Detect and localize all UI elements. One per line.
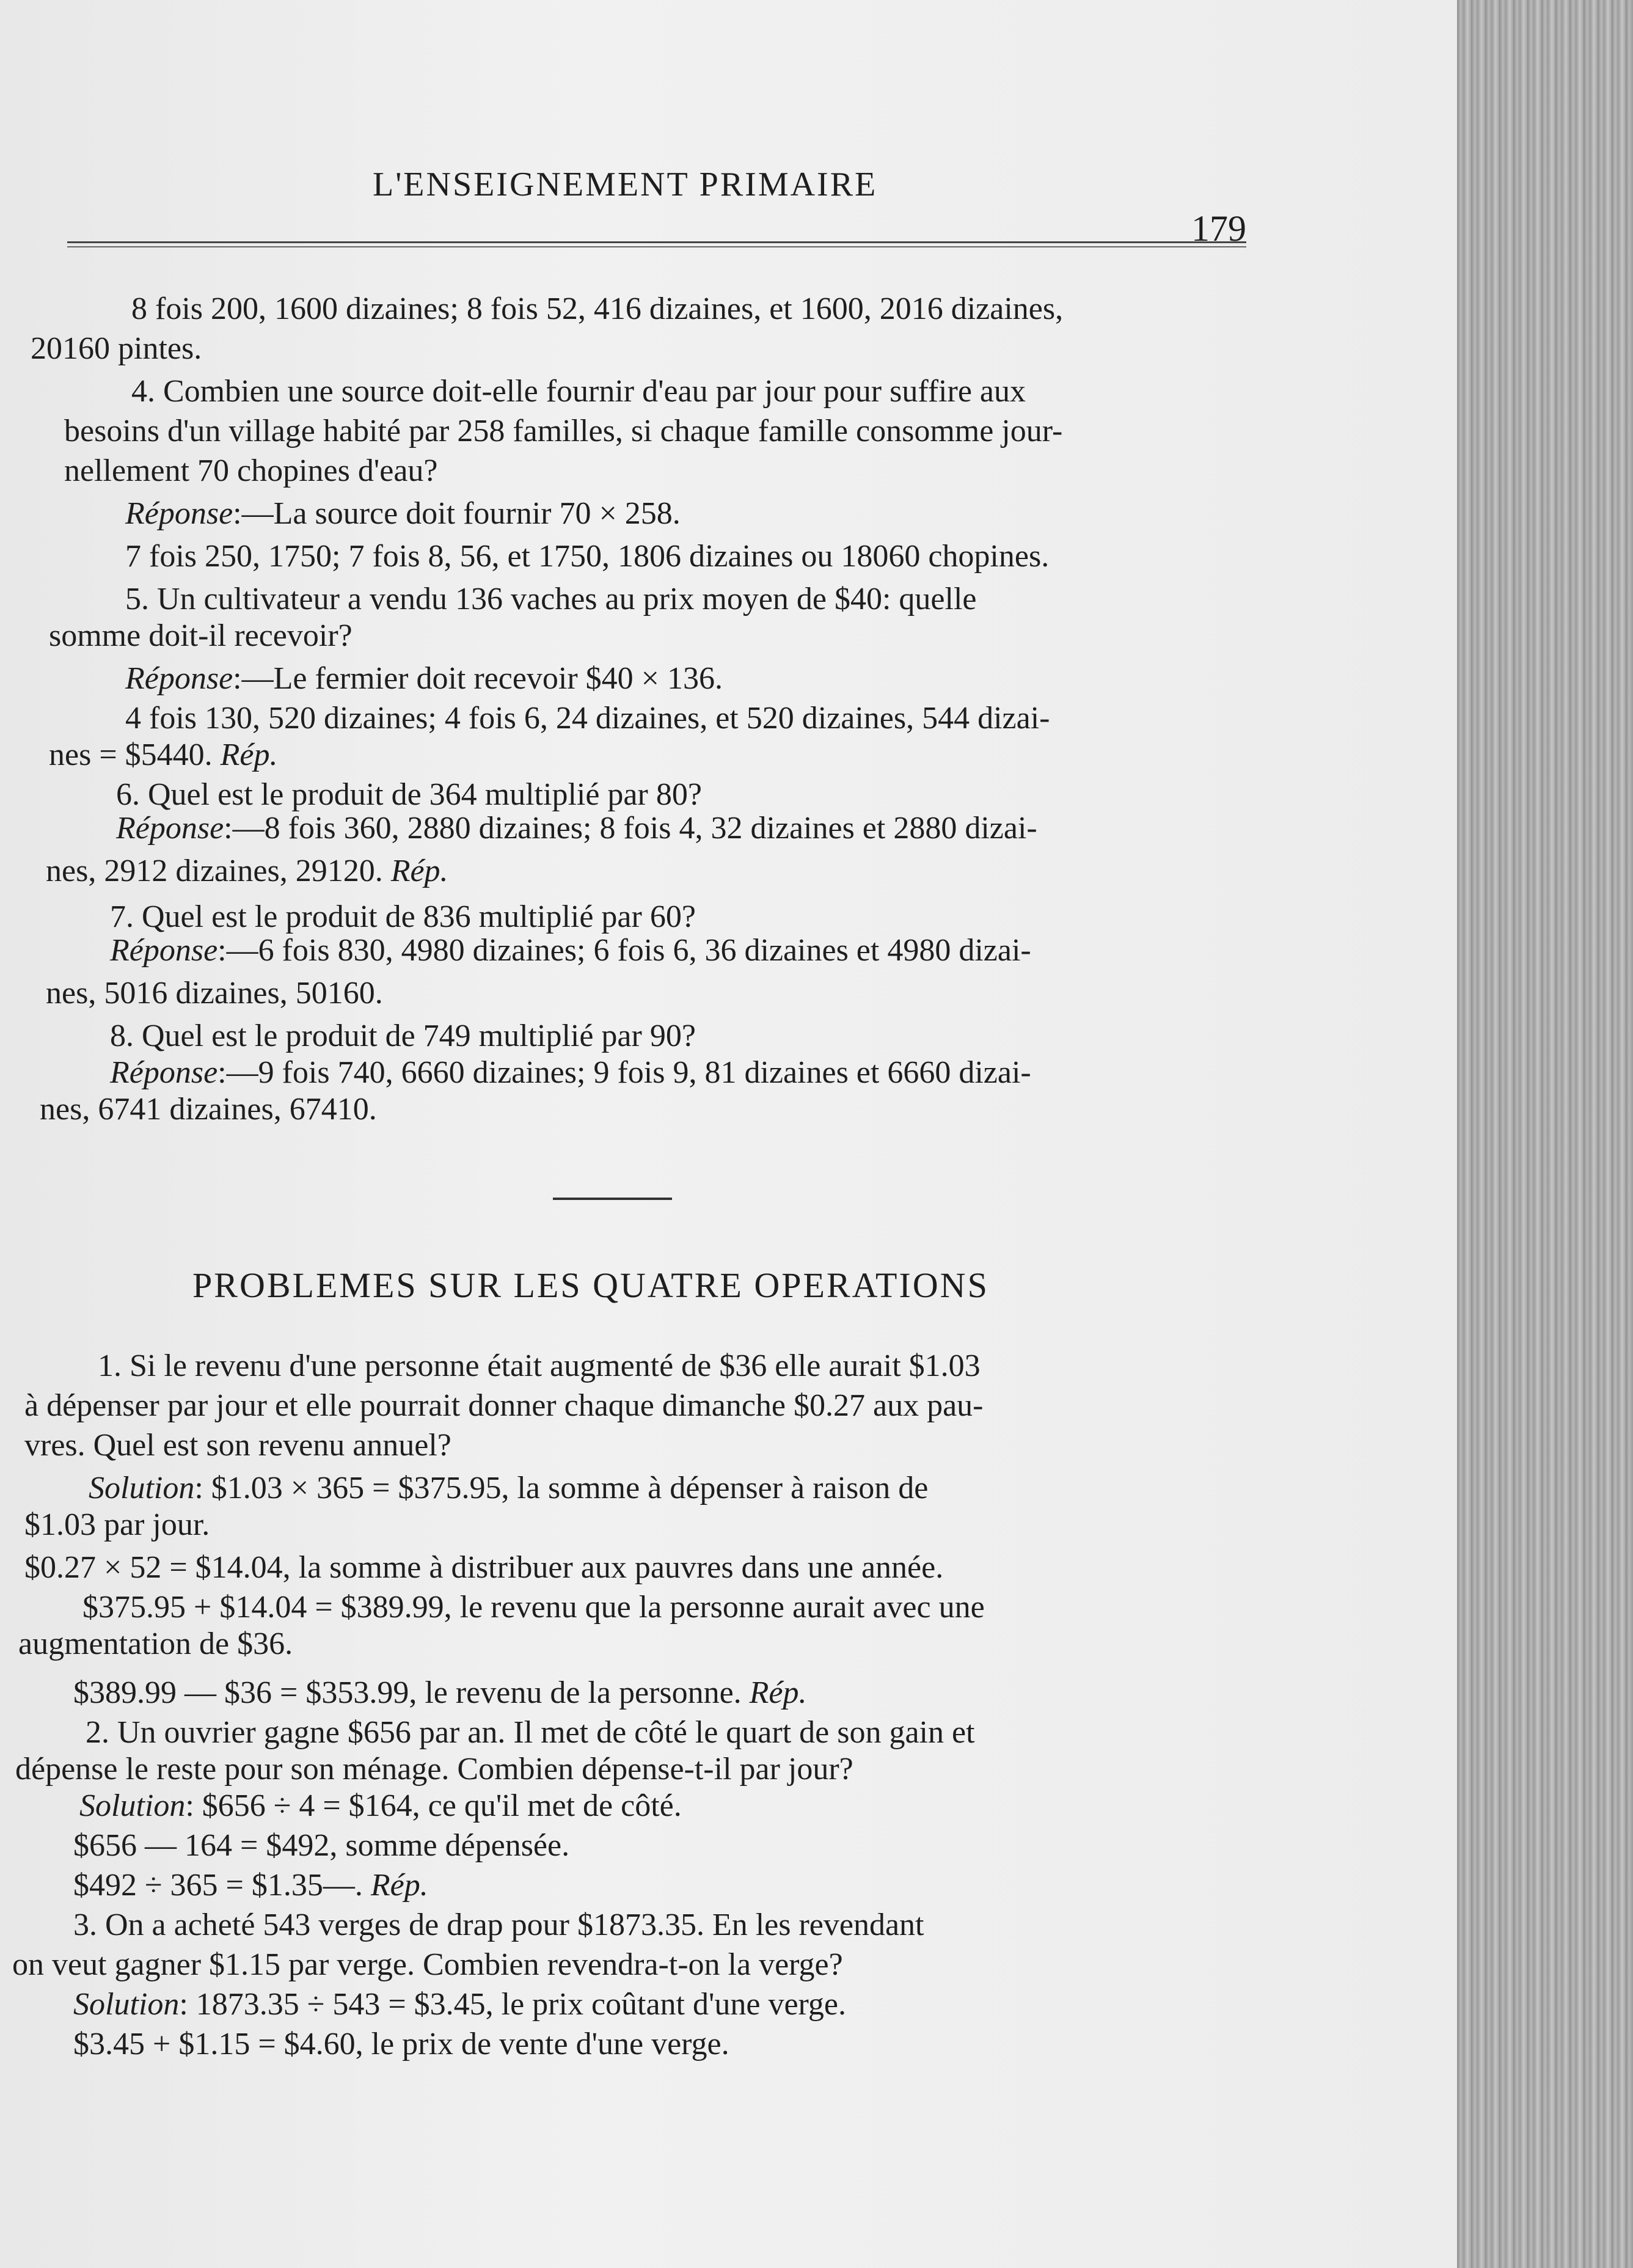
book-edge — [1457, 0, 1633, 2268]
text-line: $1.03 par jour. — [24, 1507, 210, 1542]
page-number: 179 — [1191, 208, 1246, 249]
text-line: 7. Quel est le produit de 836 multiplié par 60? — [110, 899, 696, 934]
text-line: nes = $5440. Rép. — [49, 737, 278, 772]
text-line: vres. Quel est son revenu annuel? — [24, 1428, 451, 1463]
solution-label: Solution — [79, 1788, 186, 1823]
text-line: somme doit-il recevoir? — [49, 618, 353, 653]
answer-line: Réponse:—9 fois 740, 6660 dizaines; 9 fois 9, 81 dizaines et 6660 dizai- — [110, 1055, 1031, 1090]
solution-line: Solution: 1873.35 ÷ 543 = $3.45, le prix coûtant d'une verge. — [73, 1987, 846, 2022]
text-line: 6. Quel est le produit de 364 multiplié par 80? — [116, 777, 702, 812]
text-line: dépense le reste pour son ménage. Combien dépense-t-il par jour? — [15, 1752, 853, 1787]
text-line: nes, 5016 dizaines, 50160. — [46, 976, 383, 1011]
solution-label: Solution — [73, 1987, 180, 2022]
section-title: PROBLEMES SUR LES QUATRE OPERATIONS — [192, 1265, 989, 1305]
text-line: $3.45 + $1.15 = $4.60, le prix de vente d'une verge. — [73, 2027, 729, 2061]
text-line: 8. Quel est le produit de 749 multiplié par 90? — [110, 1019, 696, 1053]
text-line: nellement 70 chopines d'eau? — [64, 453, 438, 488]
text-line: 4. Combien une source doit-elle fournir d'eau par jour pour suffire aux — [131, 374, 1026, 409]
answer-line: Réponse:—Le fermier doit recevoir $40 × 136. — [125, 661, 723, 696]
text-line: 20160 pintes. — [31, 331, 202, 366]
text-line: 5. Un cultivateur a vendu 136 vaches au prix moyen de $40: quelle — [125, 582, 977, 616]
text-line: besoins d'un village habité par 258 familles, si chaque famille consomme jour- — [64, 414, 1063, 448]
text-line: $0.27 × 52 = $14.04, la somme à distribuer aux pauvres dans une année. — [24, 1550, 944, 1585]
text-line: nes, 6741 dizaines, 67410. — [40, 1092, 377, 1127]
text-line: $375.95 + $14.04 = $389.99, le revenu que la personne aurait avec une — [82, 1590, 985, 1625]
text-line: 4 fois 130, 520 dizaines; 4 fois 6, 24 dizaines, et 520 dizaines, 544 dizai- — [125, 701, 1050, 736]
text-line: $656 — 164 = $492, somme dépensée. — [73, 1828, 570, 1863]
solution-label: Solution — [89, 1471, 195, 1505]
answer-label: Réponse — [125, 496, 233, 531]
text-line: on veut gagner $1.15 par verge. Combien revendra-t-on la verge? — [12, 1947, 843, 1982]
section-separator — [553, 1198, 672, 1200]
answer-label: Réponse — [116, 811, 224, 846]
solution-line: Solution: $656 ÷ 4 = $164, ce qu'il met de côté. — [79, 1788, 682, 1823]
text-line: 7 fois 250, 1750; 7 fois 8, 56, et 1750, 1806 dizaines ou 18060 chopines. — [125, 539, 1050, 574]
solution-line: Solution: $1.03 × 365 = $375.95, la somme à dépenser à raison de — [89, 1471, 929, 1505]
answer-label: Réponse — [110, 1055, 218, 1090]
text-line: 3. On a acheté 543 verges de drap pour $1873.35. En les revendant — [73, 1908, 924, 1942]
answer-label: Réponse — [125, 661, 233, 696]
text-line: augmentation de $36. — [18, 1626, 293, 1661]
text-line: à dépenser par jour et elle pourrait donner chaque dimanche $0.27 aux pau- — [24, 1388, 984, 1423]
text-line: $389.99 — $36 = $353.99, le revenu de la personne. Rép. — [73, 1675, 807, 1710]
answer-line: Réponse:—8 fois 360, 2880 dizaines; 8 fois 4, 32 dizaines et 2880 dizai- — [116, 811, 1037, 846]
answer-label: Réponse — [110, 933, 218, 968]
answer-line: Réponse:—La source doit fournir 70 × 258. — [125, 496, 681, 531]
text-line: 2. Un ouvrier gagne $656 par an. Il met de côté le quart de son gain et — [86, 1715, 975, 1750]
text-line: $492 ÷ 365 = $1.35—. Rép. — [73, 1868, 428, 1903]
text-line: 8 fois 200, 1600 dizaines; 8 fois 52, 416 dizaines, et 1600, 2016 dizaines, — [131, 291, 1064, 326]
running-head: L'ENSEIGNEMENT PRIMAIRE — [373, 166, 878, 203]
header-rule — [67, 241, 1246, 247]
answer-line: Réponse:—6 fois 830, 4980 dizaines; 6 fois 6, 36 dizaines et 4980 dizai- — [110, 933, 1031, 968]
text-line: 1. Si le revenu d'une personne était augmenté de $36 elle aurait $1.03 — [98, 1348, 981, 1383]
text-line: nes, 2912 dizaines, 29120. Rép. — [46, 854, 448, 888]
